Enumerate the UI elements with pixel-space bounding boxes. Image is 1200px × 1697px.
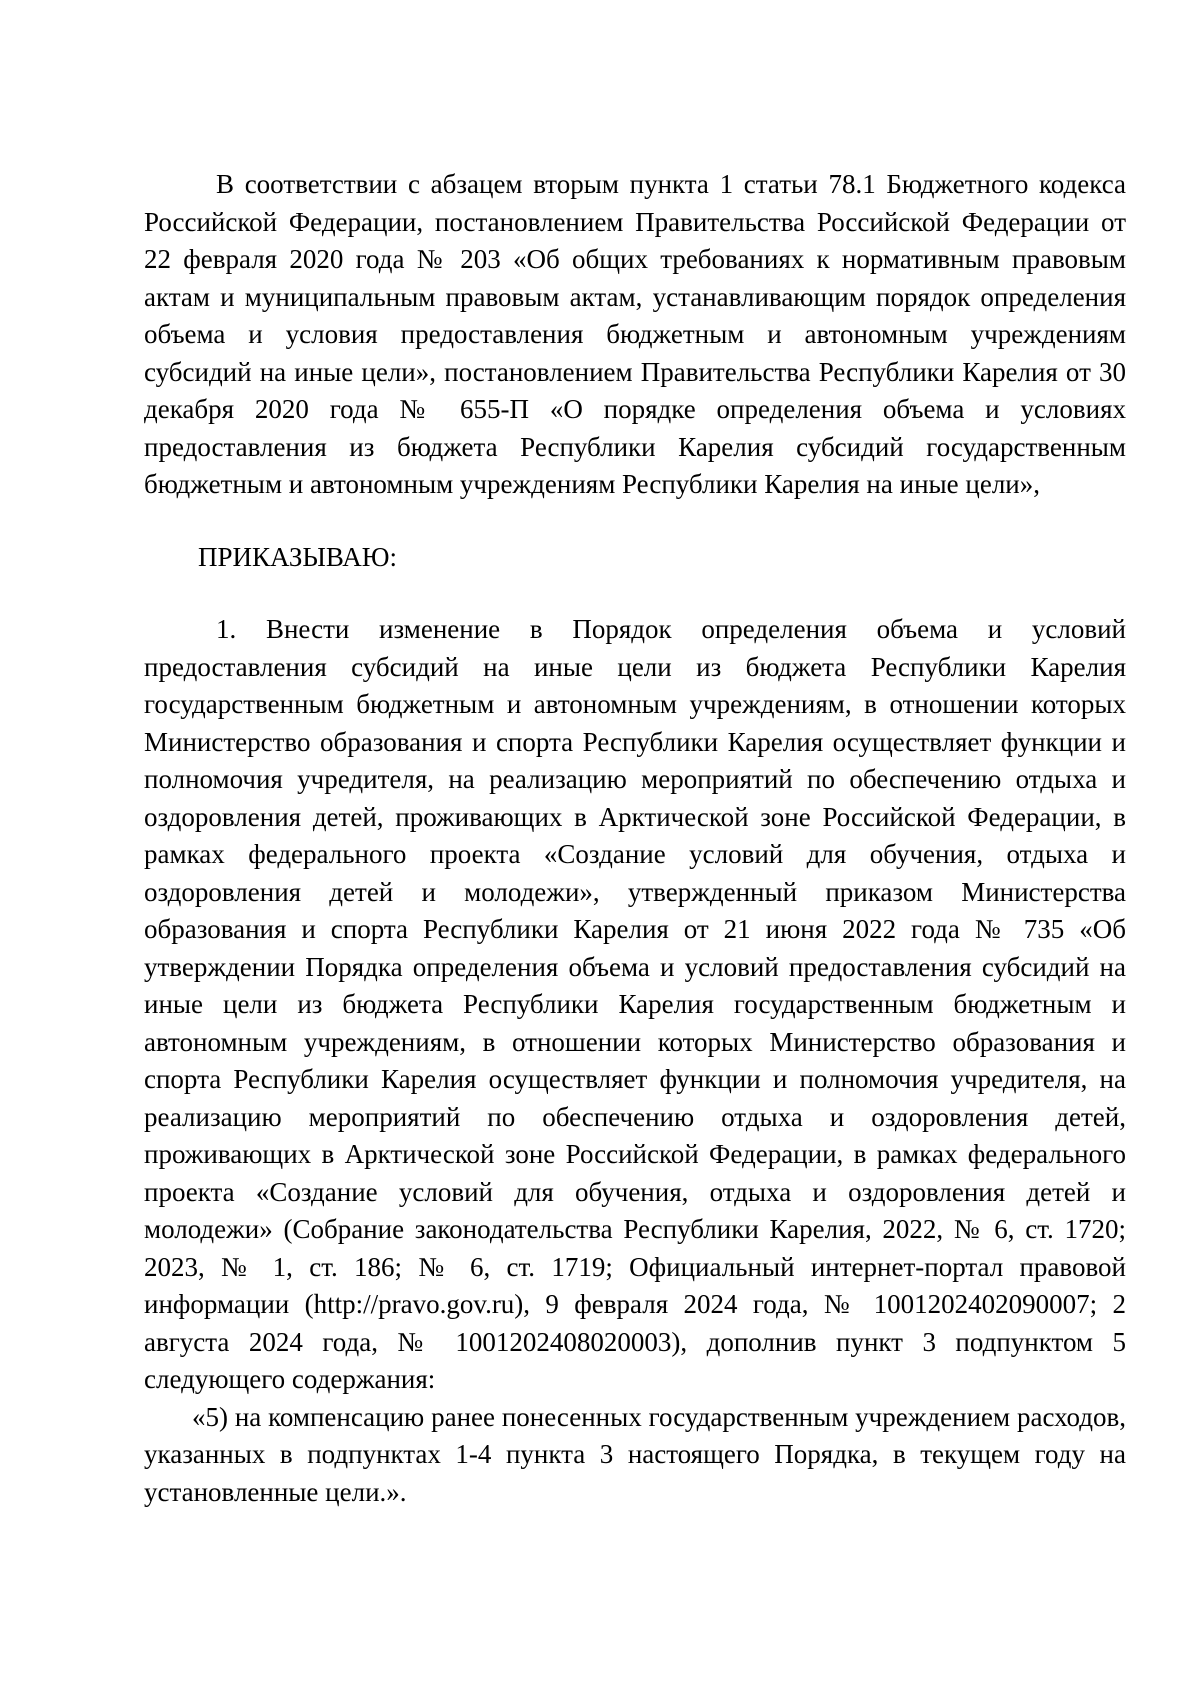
subitem-5-paragraph: «5) на компенсацию ранее понесенных государственным учреждением расходов, указанных в подпунктах 1-4 пункта 3 настоящего Порядка, в текущем году на установленные цели.». [144, 1401, 1126, 1507]
order-heading: ПРИКАЗЫВАЮ: [198, 541, 397, 572]
item-1-paragraph: 1. Внести изменение в Порядок определения объема и условий предоставления субсидий на иные цели из бюджета Республики Карелия государственным бюджетным и автономным учреждениям, в отношении которых Министерство образования и спорта Республики Карелия осуществляет функции и полномочия учредителя, на реализацию мероприятий по обеспечению отдыха и оздоровления детей, проживающих в Арктической зоне Российской Федерации, в рамках федерального проекта «Создание условий для обучения, отдыха и оздоровления детей и молодежи», утвержденный приказом Министерства образования и спорта Республики Карелия от 21 июня 2022 года № 735 «Об утверждении Порядка определения объема и условий предоставления субсидий на иные цели из бюджета Республики Карелия государственным бюджетным и автономным учреждениям, в отношении которых Министерство образования и спорта Республики Карелия осуществляет функции и полномочия учредителя, на реализацию мероприятий по обеспечению отдыха и оздоровления детей, проживающих в Арктической зоне Российской Федерации, в рамках федерального проекта «Создание условий для обучения, отдыха и оздоровления детей и молодежи» (Собрание законодательства Республики Карелия, 2022, № 6, ст. 1720; 2023, № 1, ст. 186; № 6, ст. 1719; Официальный интернет-портал правовой информации (http://pravo.gov.ru), 9 февраля 2024 года, № 1001202402090007; 2 августа 2024 года, № 1001202408020003), дополнив пункт 3 подпунктом 5 следующего содержания: [144, 614, 1126, 1394]
preamble-paragraph: В соответствии с абзацем вторым пункта 1 статьи 78.1 Бюджетного кодекса Российской Федерации, постановлением Правительства Российской Федерации от 22 февраля 2020 года № 203 «Об общих требованиях к нормативным правовым актам и муниципальным правовым актам, устанавливающим порядок определения объема и условия предоставления бюджетным и автономным учреждениям субсидий на иные цели», постановлением Правительства Республики Карелия от 30 декабря 2020 года № 655-П «О порядке определения объема и условиях предоставления из бюджета Республики Карелия субсидий государственным бюджетным и автономным учреждениям Республики Карелия на иные цели», [144, 169, 1126, 499]
spacer [144, 576, 1126, 611]
document-page [144, 166, 1126, 1511]
